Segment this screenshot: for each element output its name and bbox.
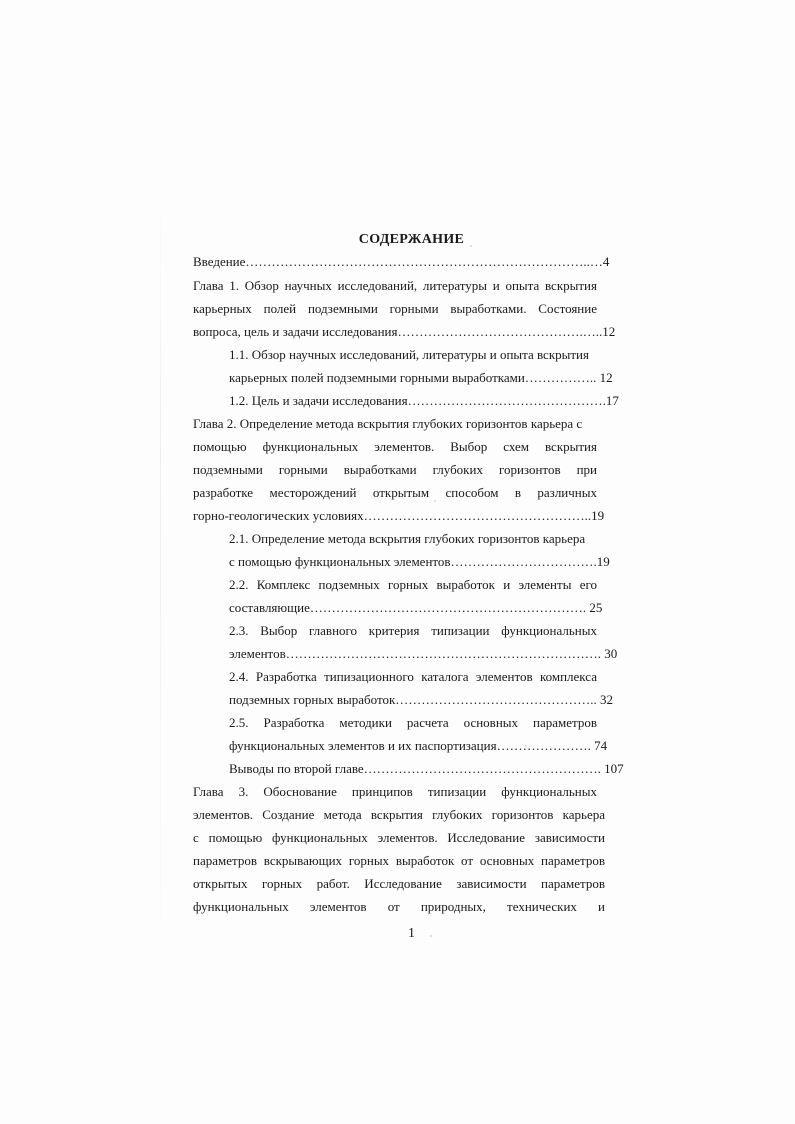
toc-line-1-2: 1.2. Цель и задачи исследования……………………………………….17	[229, 393, 619, 408]
toc-line-chapter3-f: функциональных элементов от природных, технических и	[193, 899, 605, 914]
toc-line-2-5-a: 2.5. Разработка методики расчета основных параметров	[229, 715, 597, 730]
scan-speck	[525, 745, 527, 747]
toc-line-2-3-a: 2.3. Выбор главного критерия типизации функциональных	[229, 623, 597, 638]
toc-line-chapter3-a: Глава 3. Обоснование принципов типизации функциональных	[193, 784, 597, 799]
toc-line-chapter2-c: подземными горными выработками глубоких горизонтов при	[193, 462, 597, 477]
toc-line-chapter1-c: вопроса, цель и задачи исследования…………………………………….…..12	[193, 324, 616, 339]
toc-line-chapter2-e: горно-геологических условиях……………………………………………..19	[193, 508, 605, 523]
toc-line-2-1-a: 2.1. Определение метода вскрытия глубоких горизонтов карьера	[229, 531, 586, 546]
toc-line-chapter2-d: разработке месторождений открытым способом в различных	[193, 485, 597, 500]
toc-line-chapter3-c: с помощью функциональных элементов. Исследование зависимости	[193, 830, 605, 845]
toc-line-1-1-a: 1.1. Обзор научных исследований, литературы и опыта вскрытия	[229, 347, 589, 362]
scan-edge-shadow	[160, 186, 161, 976]
scan-speck	[434, 500, 436, 502]
toc-line-1-1-b: карьерных полей подземными горными выработками…………….. 12	[229, 370, 613, 385]
toc-line-2-4-b: подземных горных выработок……………………………………….. 32	[229, 692, 614, 707]
toc-line-conclusions-ch2: Выводы по второй главе………………………………………………. 107	[229, 761, 624, 776]
toc-line-intro: Введение……………………………………………………………………..…4	[193, 254, 610, 269]
toc-line-chapter2-b: помощью функциональных элементов. Выбор схем вскрытия	[193, 439, 597, 454]
scan-speck	[470, 245, 472, 247]
toc-line-chapter2-a: Глава 2. Определение метода вскрытия глубоких горизонтов карьера с	[193, 416, 583, 431]
toc-line-chapter3-b: элементов. Создание метода вскрытия глубоких горизонтов карьера	[193, 807, 605, 822]
toc-title: СОДЕРЖАНИЕ	[358, 232, 465, 247]
toc-line-chapter3-e: открытых горных работ. Исследование зависимости параметров	[193, 876, 605, 891]
toc-line-chapter1-a: Глава 1. Обзор научных исследований, литературы и опыта вскрытия	[193, 278, 597, 293]
toc-line-2-1-b: с помощью функциональных элементов…………………………….19	[229, 554, 610, 569]
toc-line-2-3-b: элементов………………………………………………………………. 30	[229, 646, 618, 661]
toc-line-chapter3-d: параметров вскрывающих горных выработок от основных параметров	[193, 853, 605, 868]
toc-line-2-4-a: 2.4. Разработка типизационного каталога элементов комплекса	[229, 669, 597, 684]
toc-line-chapter1-b: карьерных полей подземными горными выработками. Состояние	[193, 301, 597, 316]
toc-line-2-2-b: составляющие………………………………………………………. 25	[229, 600, 603, 615]
scan-speck	[430, 935, 432, 937]
toc-line-2-5-b: функциональных элементов и их паспортизация…………………. 74	[229, 738, 608, 753]
page-number: 1	[408, 926, 415, 941]
toc-line-2-2-a: 2.2. Комплекс подземных горных выработок и элементы его	[229, 577, 597, 592]
